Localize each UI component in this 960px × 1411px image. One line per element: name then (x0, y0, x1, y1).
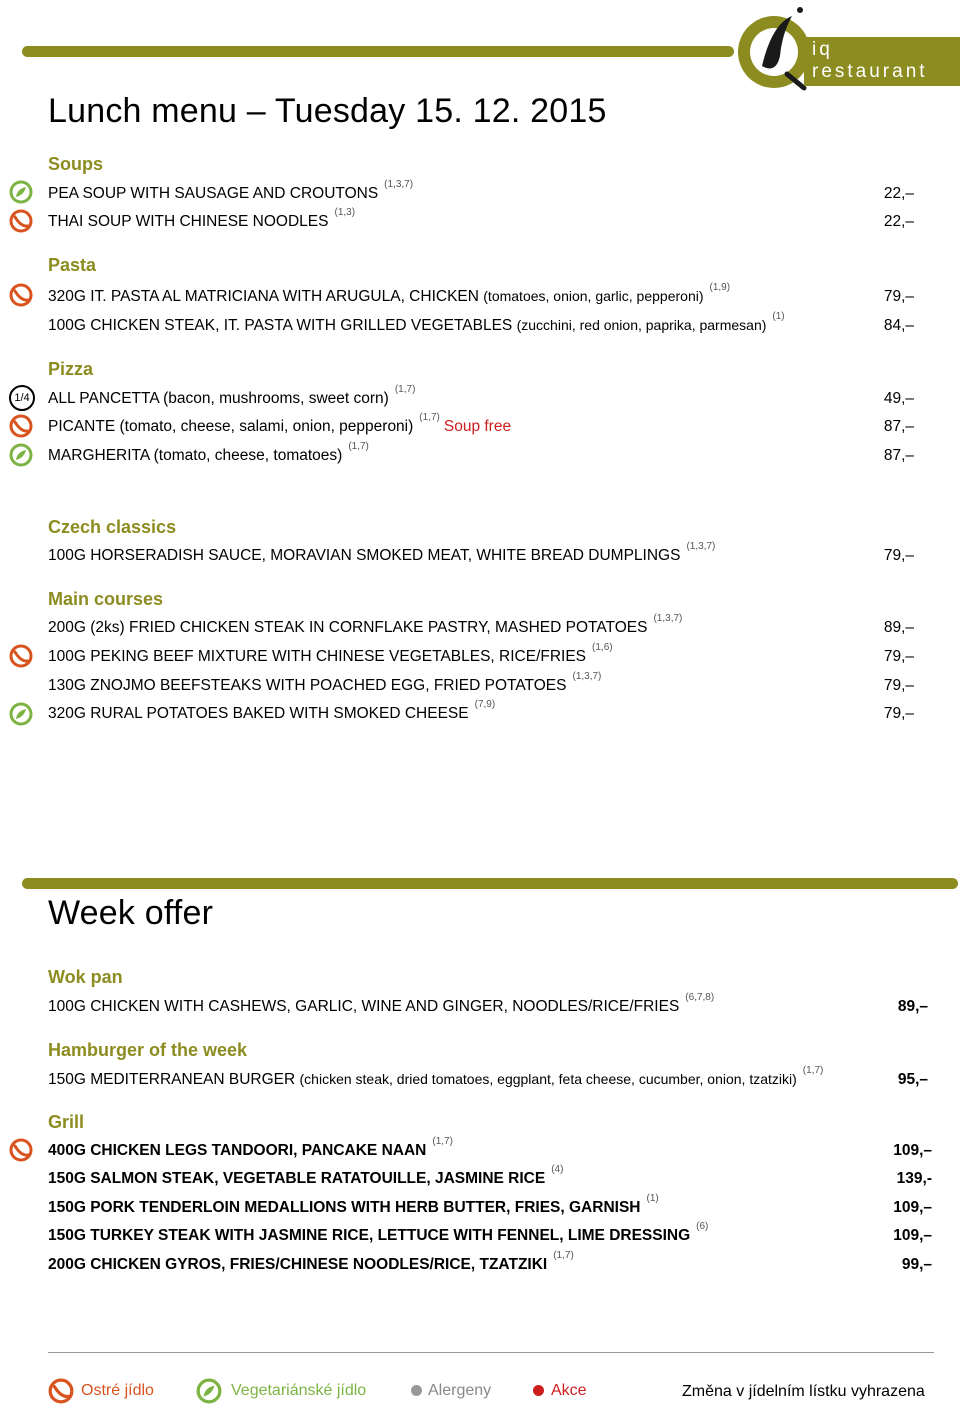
menu-item (48, 311, 785, 335)
allergens: (1) (646, 1193, 659, 1204)
vegetarian-icon (9, 443, 33, 467)
item-name: PICANTE (tomato, cheese, salami, onion, pepperoni) (48, 418, 414, 435)
menu-item (48, 613, 683, 637)
legend-disclaimer: Změna v jídelním lístku vyhrazena (682, 1383, 925, 1400)
legend-promo: Akce (551, 1382, 587, 1399)
item-price: 87,– (883, 418, 914, 435)
item-name: 200G (2ks) FRIED CHICKEN STEAK IN CORNFLAKE PASTRY, MASHED POTATOES (48, 619, 648, 636)
item-price: 109,– (893, 1227, 932, 1244)
allergens: (1,3,7) (653, 613, 683, 624)
item-name: 320G RURAL POTATOES BAKED WITH SMOKED CHEESE (48, 705, 469, 722)
allergens: (1,7) (348, 441, 369, 452)
item-detail: (zucchini, red onion, paprika, parmesan) (516, 317, 767, 333)
item-price: 22,– (883, 185, 914, 202)
spicy-icon (48, 1378, 74, 1404)
menu-item (48, 441, 369, 465)
spicy-icon (9, 209, 33, 233)
allergens: (1,7) (802, 1065, 824, 1076)
item-price: 89,– (897, 998, 928, 1015)
item-name: 320G IT. PASTA AL MATRICIANA WITH ARUGULA, CHICKEN (48, 288, 479, 305)
allergens: (1,3,7) (686, 541, 716, 552)
item-price: 139,- (896, 1170, 932, 1187)
menu-item (48, 179, 414, 203)
section-heading-main: Main courses (48, 589, 164, 609)
allergens: (1,3,7) (572, 671, 602, 682)
quarter-icon (9, 385, 35, 411)
item-price: 109,– (893, 1142, 932, 1159)
allergens: (1,7) (419, 412, 440, 423)
menu-item (48, 1164, 564, 1188)
promo-note: Soup free (443, 418, 512, 435)
menu-item (48, 384, 416, 408)
menu-item (48, 412, 512, 436)
item-detail: (chicken steak, dried tomatoes, eggplant, feta cheese, cucumber, onion, tzatziki) (299, 1071, 797, 1087)
item-name: THAI SOUP WITH CHINESE NOODLES (48, 213, 329, 230)
vegetarian-icon (9, 702, 33, 726)
menu-item (48, 1065, 824, 1089)
week-divider (22, 878, 958, 889)
allergens: (1,7) (432, 1136, 453, 1147)
menu-item (48, 642, 613, 666)
item-name: 200G CHICKEN GYROS, FRIES/CHINESE NOODLES/RICE, TZATZIKI (48, 1256, 548, 1273)
section-heading-wok: Wok pan (48, 967, 123, 987)
section-heading-soups: Soups (48, 154, 104, 174)
item-price: 87,– (883, 447, 914, 464)
footer-divider (48, 1352, 934, 1353)
item-price: 89,– (883, 619, 914, 636)
menu-item (48, 207, 356, 231)
item-price: 79,– (883, 648, 914, 665)
item-price: 84,– (883, 317, 914, 334)
menu-item (48, 1221, 709, 1245)
allergens: (1,7) (394, 384, 416, 395)
allergens: (4) (551, 1164, 564, 1175)
week-title: Week offer (48, 894, 214, 932)
allergens: (1,9) (709, 282, 731, 293)
section-heading-czech: Czech classics (48, 517, 177, 537)
item-price: 109,– (893, 1199, 932, 1216)
allergens: (7,9) (474, 699, 496, 710)
spicy-icon (9, 283, 33, 307)
legend-spicy: Ostré jídlo (81, 1382, 154, 1399)
allergens: (1,6) (592, 642, 613, 653)
section-heading-burger: Hamburger of the week (48, 1040, 248, 1060)
vegetarian-icon (9, 180, 33, 204)
menu-item (48, 1193, 659, 1217)
menu-item (48, 1250, 574, 1274)
spicy-icon (9, 644, 33, 668)
item-price: 79,– (883, 705, 914, 722)
item-price: 79,– (883, 288, 914, 305)
item-name: PEA SOUP WITH SAUSAGE AND CROUTONS (48, 185, 379, 202)
item-price: 49,– (883, 390, 914, 407)
item-name: 150G MEDITERRANEAN BURGER (48, 1071, 296, 1088)
vegetarian-icon (196, 1378, 222, 1404)
spicy-icon (9, 414, 33, 438)
page-title: Lunch menu – Tuesday 15. 12. 2015 (48, 92, 607, 130)
item-name: 400G CHICKEN LEGS TANDOORI, PANCAKE NAAN (48, 1142, 427, 1159)
section-heading-grill: Grill (48, 1112, 85, 1132)
item-price: 22,– (883, 213, 914, 230)
section-heading-pizza: Pizza (48, 359, 94, 379)
section-heading-pasta: Pasta (48, 255, 97, 275)
menu-item (48, 671, 602, 695)
legend-vegetarian: Vegetariánské jídlo (231, 1382, 367, 1399)
allergens: (1,3,7) (384, 179, 414, 190)
allergens: (1) (772, 311, 785, 322)
allergens: (1,3) (334, 207, 356, 218)
menu-item (48, 1136, 453, 1160)
item-name: 150G TURKEY STEAK WITH JASMINE RICE, LETTUCE WITH FENNEL, LIME DRESSING (48, 1227, 691, 1244)
item-detail: (tomatoes, onion, garlic, pepperoni) (483, 288, 704, 304)
logo-brand: iq restaurant (804, 37, 960, 86)
item-name: 100G HORSERADISH SAUCE, MORAVIAN SMOKED MEAT, WHITE BREAD DUMPLINGS (48, 547, 681, 564)
item-price: 99,– (901, 1256, 932, 1273)
menu-item (48, 541, 716, 565)
item-price: 95,– (897, 1071, 928, 1088)
item-name: 150G PORK TENDERLOIN MEDALLIONS WITH HERB BUTTER, FRIES, GARNISH (48, 1199, 641, 1216)
promo-dot-icon (533, 1385, 544, 1396)
item-price: 79,– (883, 677, 914, 694)
menu-item (48, 992, 715, 1016)
menu-item (48, 699, 496, 723)
item-price: 79,– (883, 547, 914, 564)
legend-allergens: Alergeny (428, 1382, 492, 1399)
item-name: 150G SALMON STEAK, VEGETABLE RATATOUILLE, JASMINE RICE (48, 1170, 546, 1187)
item-name: 100G CHICKEN WITH CASHEWS, GARLIC, WINE AND GINGER, NOODLES/RICE/FRIES (48, 998, 680, 1015)
allergen-dot-icon (411, 1385, 422, 1396)
menu-item (48, 282, 731, 306)
allergens: (1,7) (553, 1250, 574, 1261)
allergens: (6,7,8) (685, 992, 715, 1003)
header-divider (22, 46, 734, 57)
item-name: 130G ZNOJMO BEEFSTEAKS WITH POACHED EGG, FRIED POTATOES (48, 677, 567, 694)
spicy-icon (9, 1138, 33, 1162)
allergens: (6) (696, 1221, 709, 1232)
quarter-label: 1/4 (14, 392, 30, 404)
item-name: 100G CHICKEN STEAK, IT. PASTA WITH GRILLED VEGETABLES (48, 317, 513, 334)
item-name: MARGHERITA (tomato, cheese, tomatoes) (48, 447, 343, 464)
item-name: 100G PEKING BEEF MIXTURE WITH CHINESE VEGETABLES, RICE/FRIES (48, 648, 587, 665)
item-name: ALL PANCETTA (bacon, mushrooms, sweet corn) (48, 390, 389, 407)
